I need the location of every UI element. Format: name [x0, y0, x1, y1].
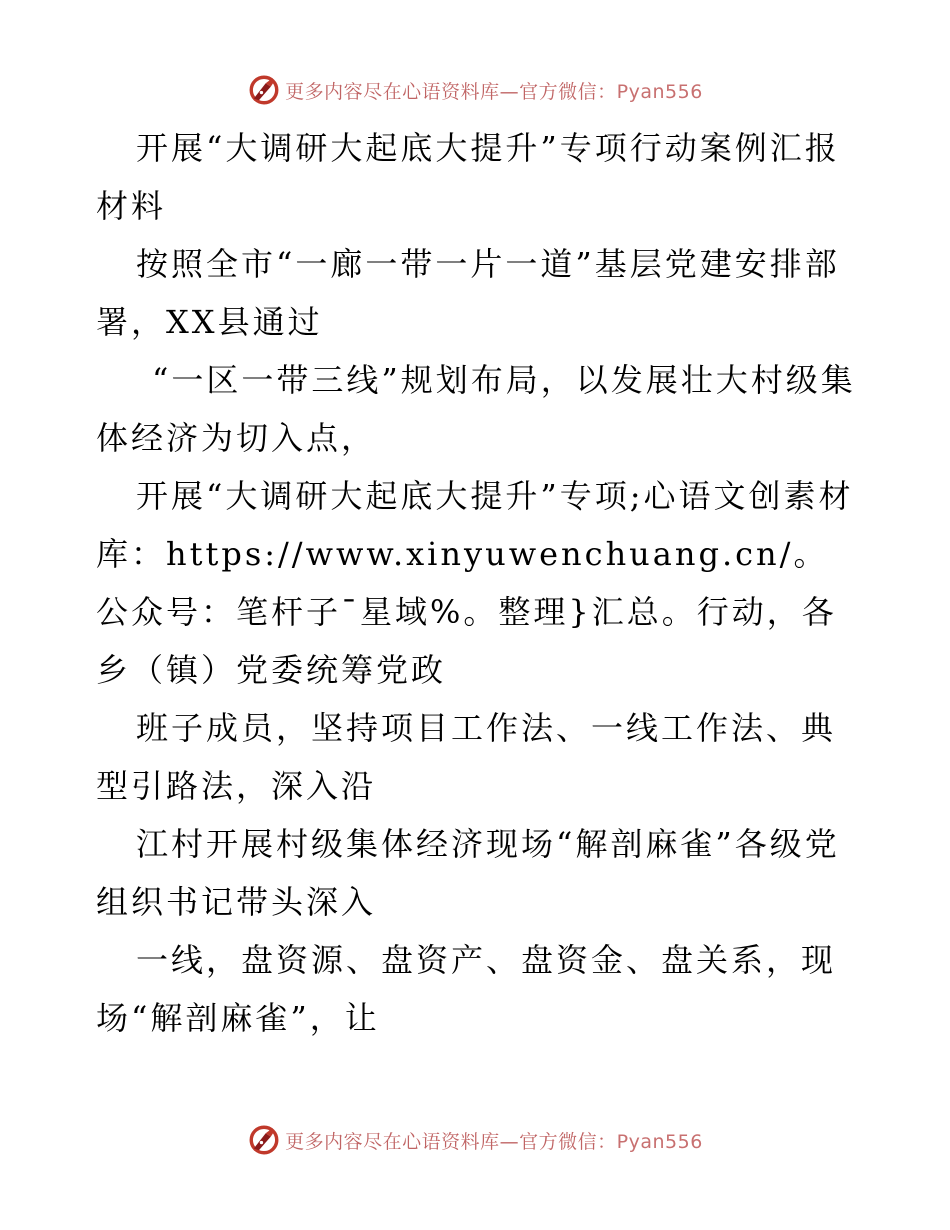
- banner-text: 更多内容尽在心语资料库—官方微信：Pyan556: [285, 1130, 703, 1153]
- body-paragraph: “一区一带三线”规划布局，以发展壮大村级集体经济为切入点，: [96, 361, 856, 457]
- body-paragraph: 按照全市“一廊一带一片一道”基层党建安排部署，XX县通过: [96, 245, 840, 341]
- document-title-paragraph: 开展“大调研大起底大提升”专项行动案例汇报材料: [96, 129, 840, 225]
- body-paragraph: 班子成员，坚持项目工作法、一线工作法、典型引路法，深入沿: [96, 709, 837, 805]
- header-banner: [0, 70, 950, 110]
- body-paragraph: 开展“大调研大起底大提升”专项;心语文创素材库：https://www.xinyuwenchuang.cn/。公众号：笔杆子¯星域%。整理}汇总。行动，各乡（镇）党委统筹党政: [96, 477, 854, 689]
- document-body: [96, 119, 856, 1047]
- body-paragraph: 江村开展村级集体经济现场“解剖麻雀”各级党组织书记带头深入: [96, 825, 840, 921]
- body-paragraph: 一线，盘资源、盘资产、盘资金、盘关系，现场“解剖麻雀”，让: [96, 941, 837, 1037]
- banner-text: 更多内容尽在心语资料库—官方微信：Pyan556: [285, 80, 703, 103]
- pen-nib-logo-icon: [247, 73, 281, 107]
- pen-nib-logo-icon: [247, 1123, 281, 1157]
- footer-banner: [0, 1120, 950, 1160]
